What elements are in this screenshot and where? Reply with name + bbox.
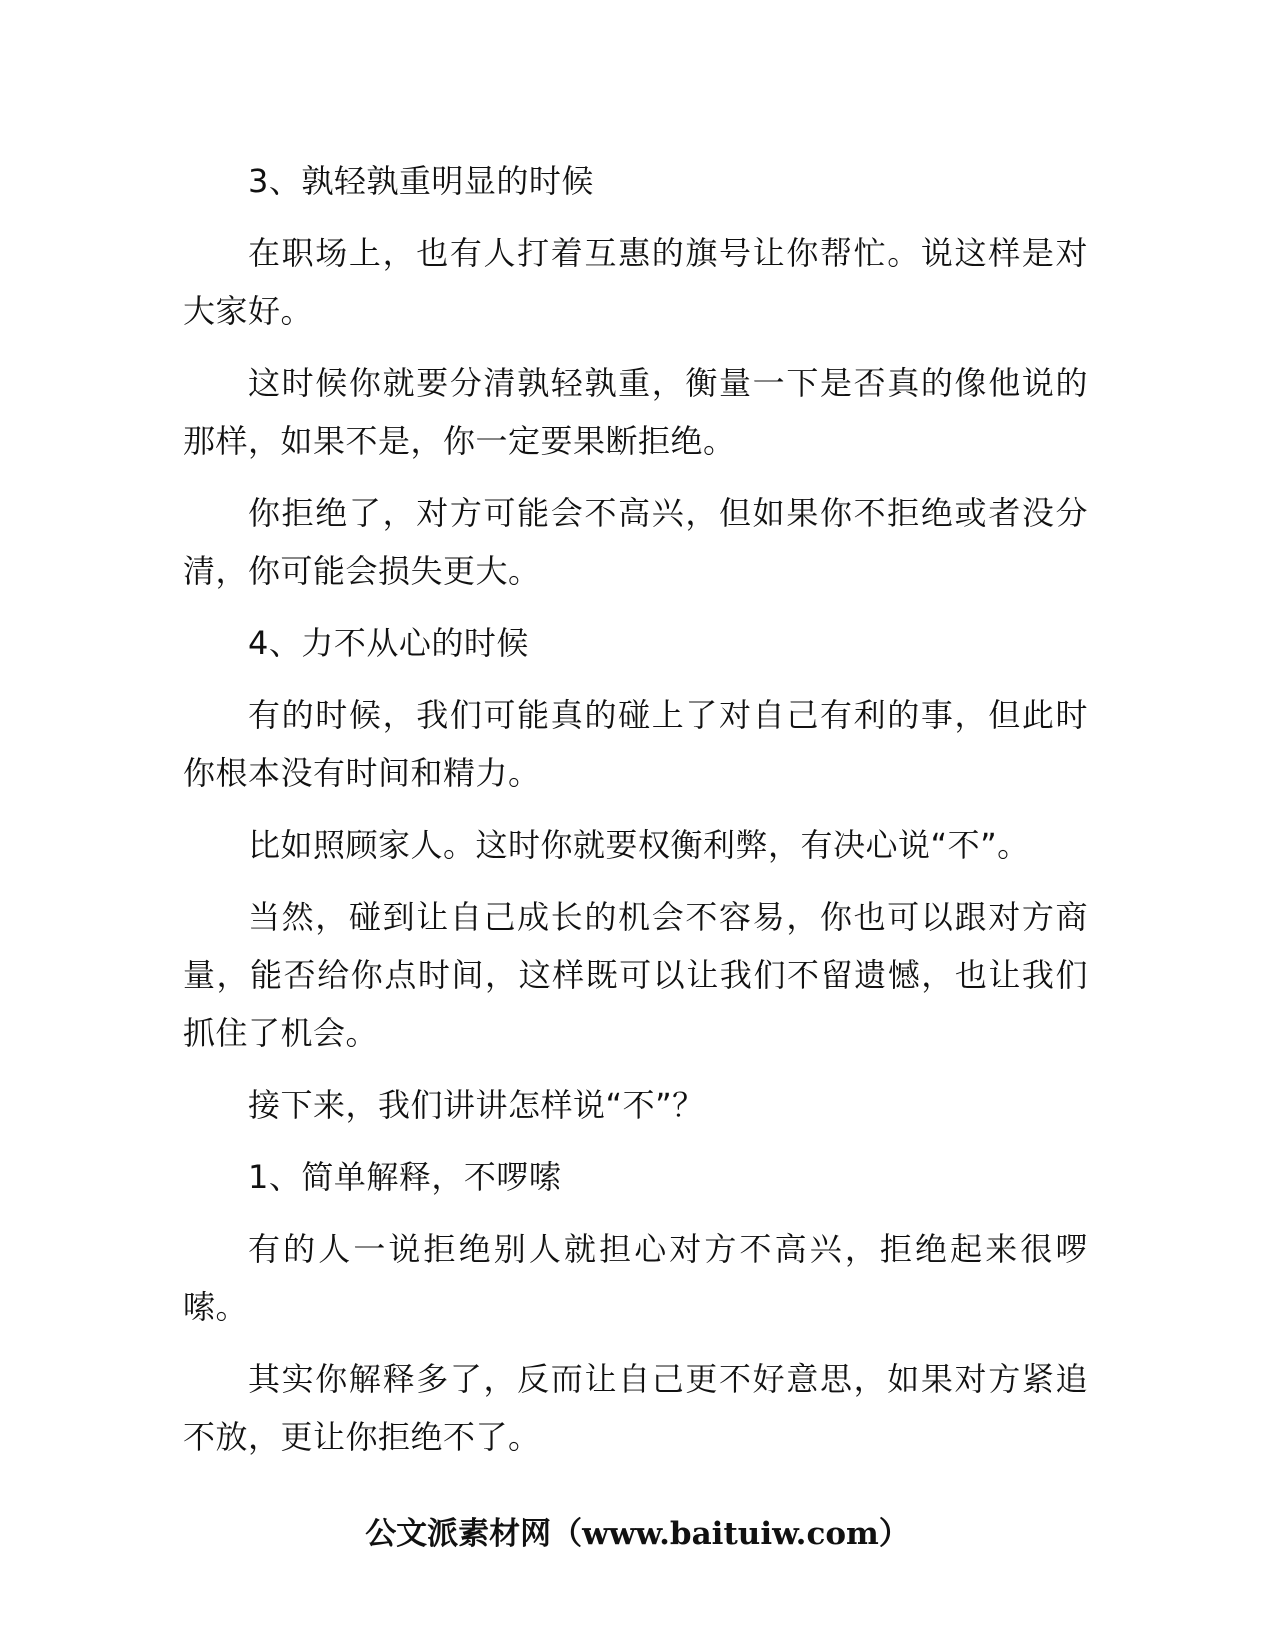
section-heading-1: 1、简单解释，不啰嗦 <box>248 1158 562 1196</box>
page-footer: 公文派素材网（www.baituiw.com） <box>365 1516 910 1552</box>
paragraph: 接下来，我们讲讲怎样说“不”？ <box>248 1086 705 1124</box>
section-heading-4: 4、力不从心的时候 <box>248 624 529 662</box>
paragraph: 比如照顾家人。这时你就要权衡利弊，有决心说“不”。 <box>248 826 1030 864</box>
paragraph: 其实你解释多了，反而让自己更不好意思，如果对方紧追不放，更让你拒绝不了。 <box>183 1360 1088 1456</box>
paragraph: 当然，碰到让自己成长的机会不容易，你也可以跟对方商量，能否给你点时间，这样既可以让我们不留遗憾，也让我们抓住了机会。 <box>183 898 1088 1052</box>
paragraph: 你拒绝了，对方可能会不高兴，但如果你不拒绝或者没分清，你可能会损失更大。 <box>183 494 1088 590</box>
paragraph: 有的时候，我们可能真的碰上了对自己有利的事，但此时你根本没有时间和精力。 <box>183 696 1088 792</box>
paragraph: 有的人一说拒绝别人就担心对方不高兴，拒绝起来很啰嗦。 <box>183 1230 1088 1326</box>
section-heading-3: 3、孰轻孰重明显的时候 <box>248 162 594 200</box>
document-body <box>183 152 1088 1480</box>
paragraph: 这时候你就要分清孰轻孰重，衡量一下是否真的像他说的那样，如果不是，你一定要果断拒绝。 <box>183 364 1088 460</box>
paragraph: 在职场上，也有人打着互惠的旗号让你帮忙。说这样是对大家好。 <box>183 234 1088 330</box>
